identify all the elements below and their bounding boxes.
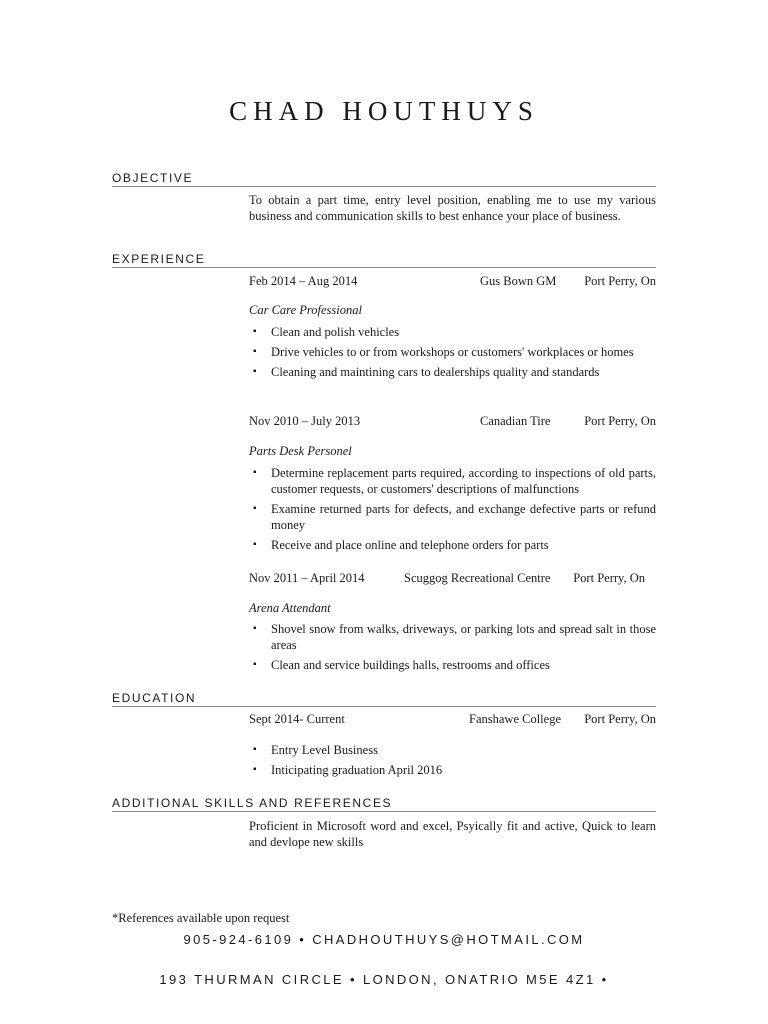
job-dates: Nov 2011 – April 2014 [249,571,365,585]
list-item: ▪ Drive vehicles to or from workshops or customers' workplaces or homes [249,344,656,360]
job-location: Port Perry, On [573,571,645,585]
resume-name: CHAD HOUTHUYS [229,96,539,126]
job-dates: Feb 2014 – Aug 2014 [249,274,358,288]
job-location: Port Perry, On [584,414,656,428]
skills-heading: ADDITIONAL SKILLS AND REFERENCES [112,796,656,812]
skills-text: Proficient in Microsoft word and excel, Psyically fit and active, Quick to learn and devlope new skills [249,819,656,849]
education-dates: Sept 2014- Current [249,712,345,726]
job-company: Canadian Tire [480,414,551,428]
references-note: *References available upon request [112,911,290,925]
job-company: Scuggog Recreational Centre [404,571,551,585]
education-school: Fanshawe College [469,712,561,726]
education-list [249,742,656,782]
list-item: ▪ Cleaning and maintining cars to dealerships quality and standards [249,364,656,380]
list-item: ▪ Examine returned parts for defects, and exchange defective parts or refund money [249,501,656,533]
job-line [249,274,656,290]
list-item: ▪ Shovel snow from walks, driveways, or parking lots and spread salt in those areas [249,621,656,653]
job-line [249,414,656,430]
list-item: ▪ Receive and place online and telephone orders for parts [249,537,656,553]
job-title: Parts Desk Personel [249,444,352,458]
job-line [249,571,656,587]
job-duties-list [249,324,656,384]
job-title: Arena Attendant [249,601,331,615]
education-location: Port Perry, On [584,712,656,726]
list-item: ▪ Determine replacement parts required, according to inspections of old parts, customer requests, or customers' descriptions of malfunctions [249,465,656,497]
job-company: Gus Bown GM [480,274,557,288]
job-location: Port Perry, On [584,274,656,288]
education-line [249,712,656,728]
experience-heading: EXPERIENCE [112,252,656,268]
list-item: ▪ Inticipating graduation April 2016 [249,762,656,778]
contact-line: 905-924-6109 • CHADHOUTHUYS@HOTMAIL.COM [183,932,585,947]
education-heading: EDUCATION [112,691,656,707]
list-item: ▪ Clean and service buildings halls, restrooms and offices [249,657,656,673]
list-item: ▪ Clean and polish vehicles [249,324,656,340]
job-title: Car Care Professional [249,303,362,317]
address-line: 193 THURMAN CIRCLE • LONDON, ONATRIO M5E 4Z1 • [159,972,609,987]
job-duties-list [249,465,656,557]
objective-heading: OBJECTIVE [112,171,656,187]
list-item: ▪ Entry Level Business [249,742,656,758]
objective-text: To obtain a part time, entry level position, enabling me to use my various business and communication skills to best enhance your place of business. [249,193,656,223]
job-duties-list [249,621,656,677]
job-dates: Nov 2010 – July 2013 [249,414,361,428]
